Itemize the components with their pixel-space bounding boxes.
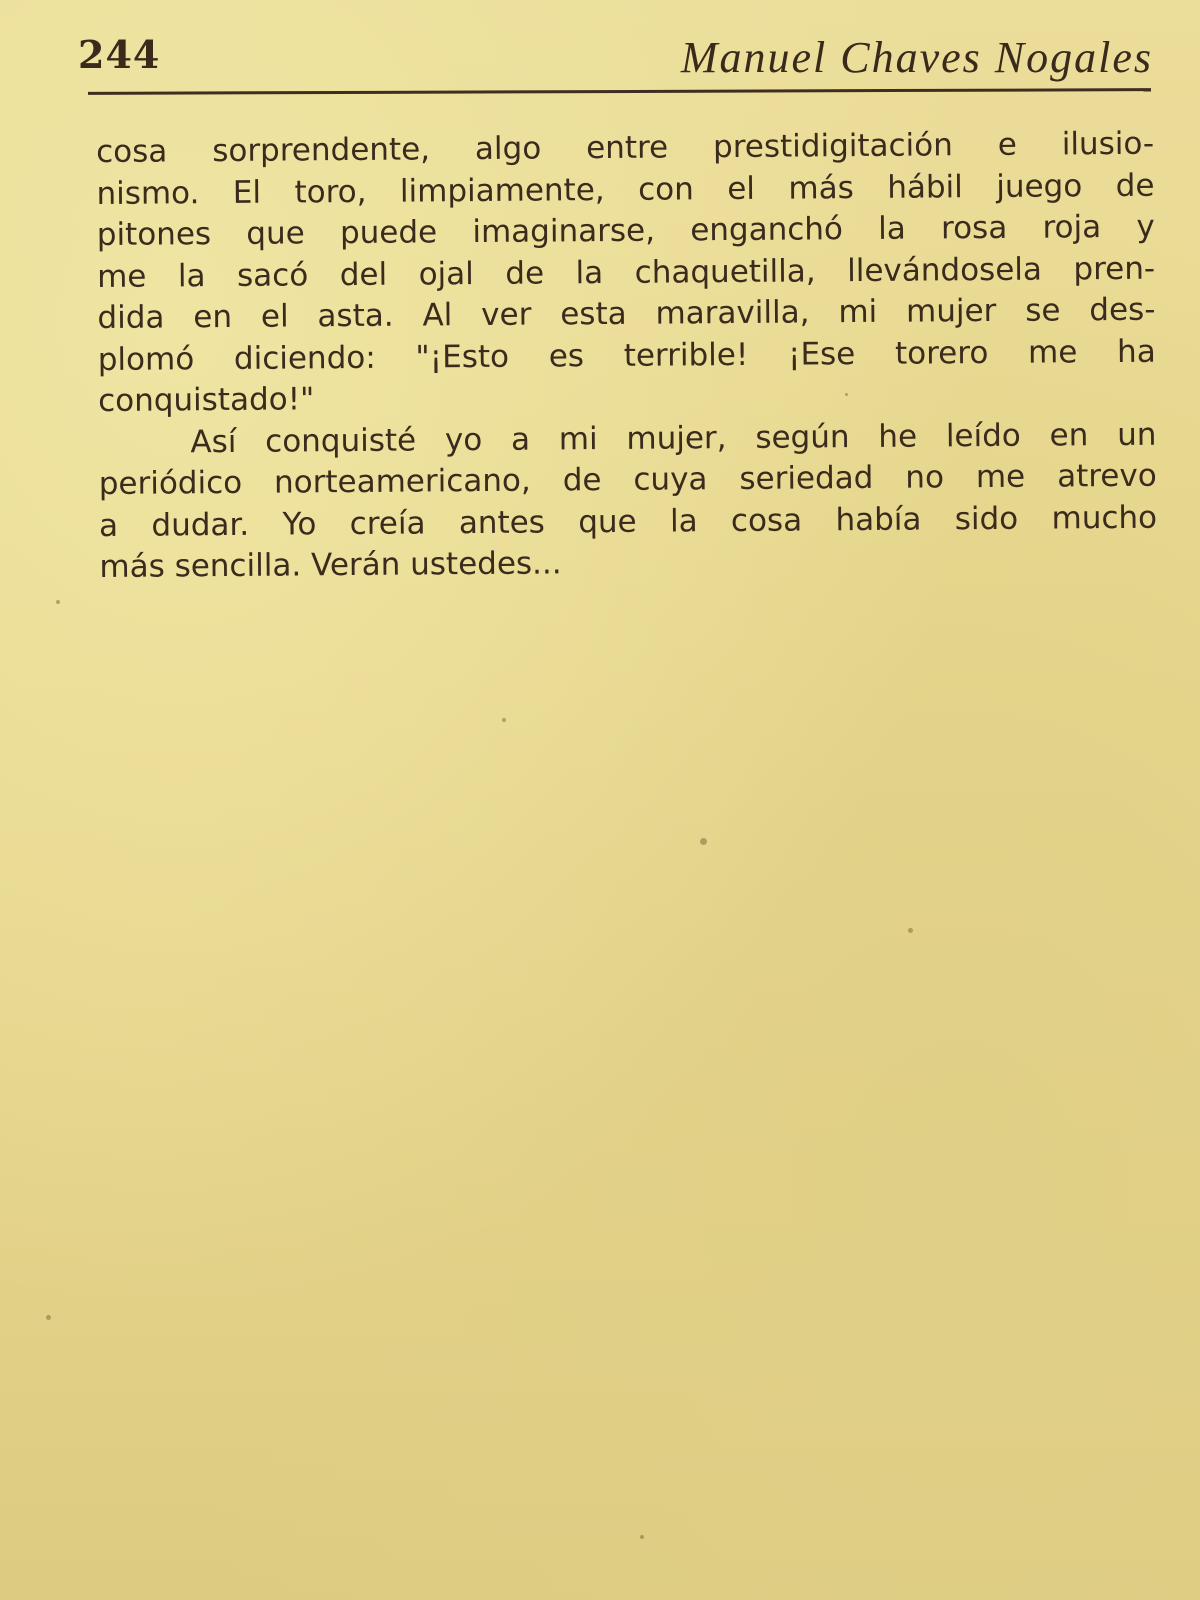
text-line: dida en el asta. Al ver esta maravilla, mi mujer se des- — [97, 291, 1156, 336]
page-number: 244 — [78, 32, 161, 77]
paper-speck — [908, 928, 913, 933]
text-line: nismo. El toro, limpiamente, con el más hábil juego de — [96, 167, 1155, 212]
paper-speck — [640, 1535, 644, 1539]
text-line: pitones que puede imaginarse, enganchó la rosa roja y — [96, 208, 1155, 253]
paragraph-1 — [96, 124, 1156, 423]
text-line: Así conquisté yo a mi mujer, según he leído en un — [190, 416, 1157, 460]
running-head-author: Manuel Chaves Nogales — [680, 33, 1153, 82]
text-line: a dudar. Yo creía antes que la cosa había sido mucho — [98, 499, 1158, 544]
text-line: periódico norteamericano, de cuya seriedad no me atrevo — [98, 457, 1157, 502]
paper-speck — [46, 1315, 51, 1320]
page-header — [78, 24, 1153, 94]
text-line: cosa sorprendente, algo entre prestidigitación e ilusio- — [96, 125, 1155, 170]
paper-speck — [700, 838, 707, 845]
paper-speck — [56, 600, 60, 604]
paper-speck — [845, 393, 848, 396]
text-line: me la sacó del ojal de la chaquetilla, llevándosela pren- — [96, 250, 1156, 295]
body-text — [96, 124, 1158, 589]
paper-speck — [502, 718, 506, 722]
text-line: conquistado!" — [97, 381, 315, 419]
text-line: más sencilla. Verán ustedes... — [99, 545, 562, 585]
paragraph-2 — [98, 414, 1157, 588]
text-line: plomó diciendo: "¡Esto es terrible! ¡Ese torero me ha — [97, 333, 1156, 378]
